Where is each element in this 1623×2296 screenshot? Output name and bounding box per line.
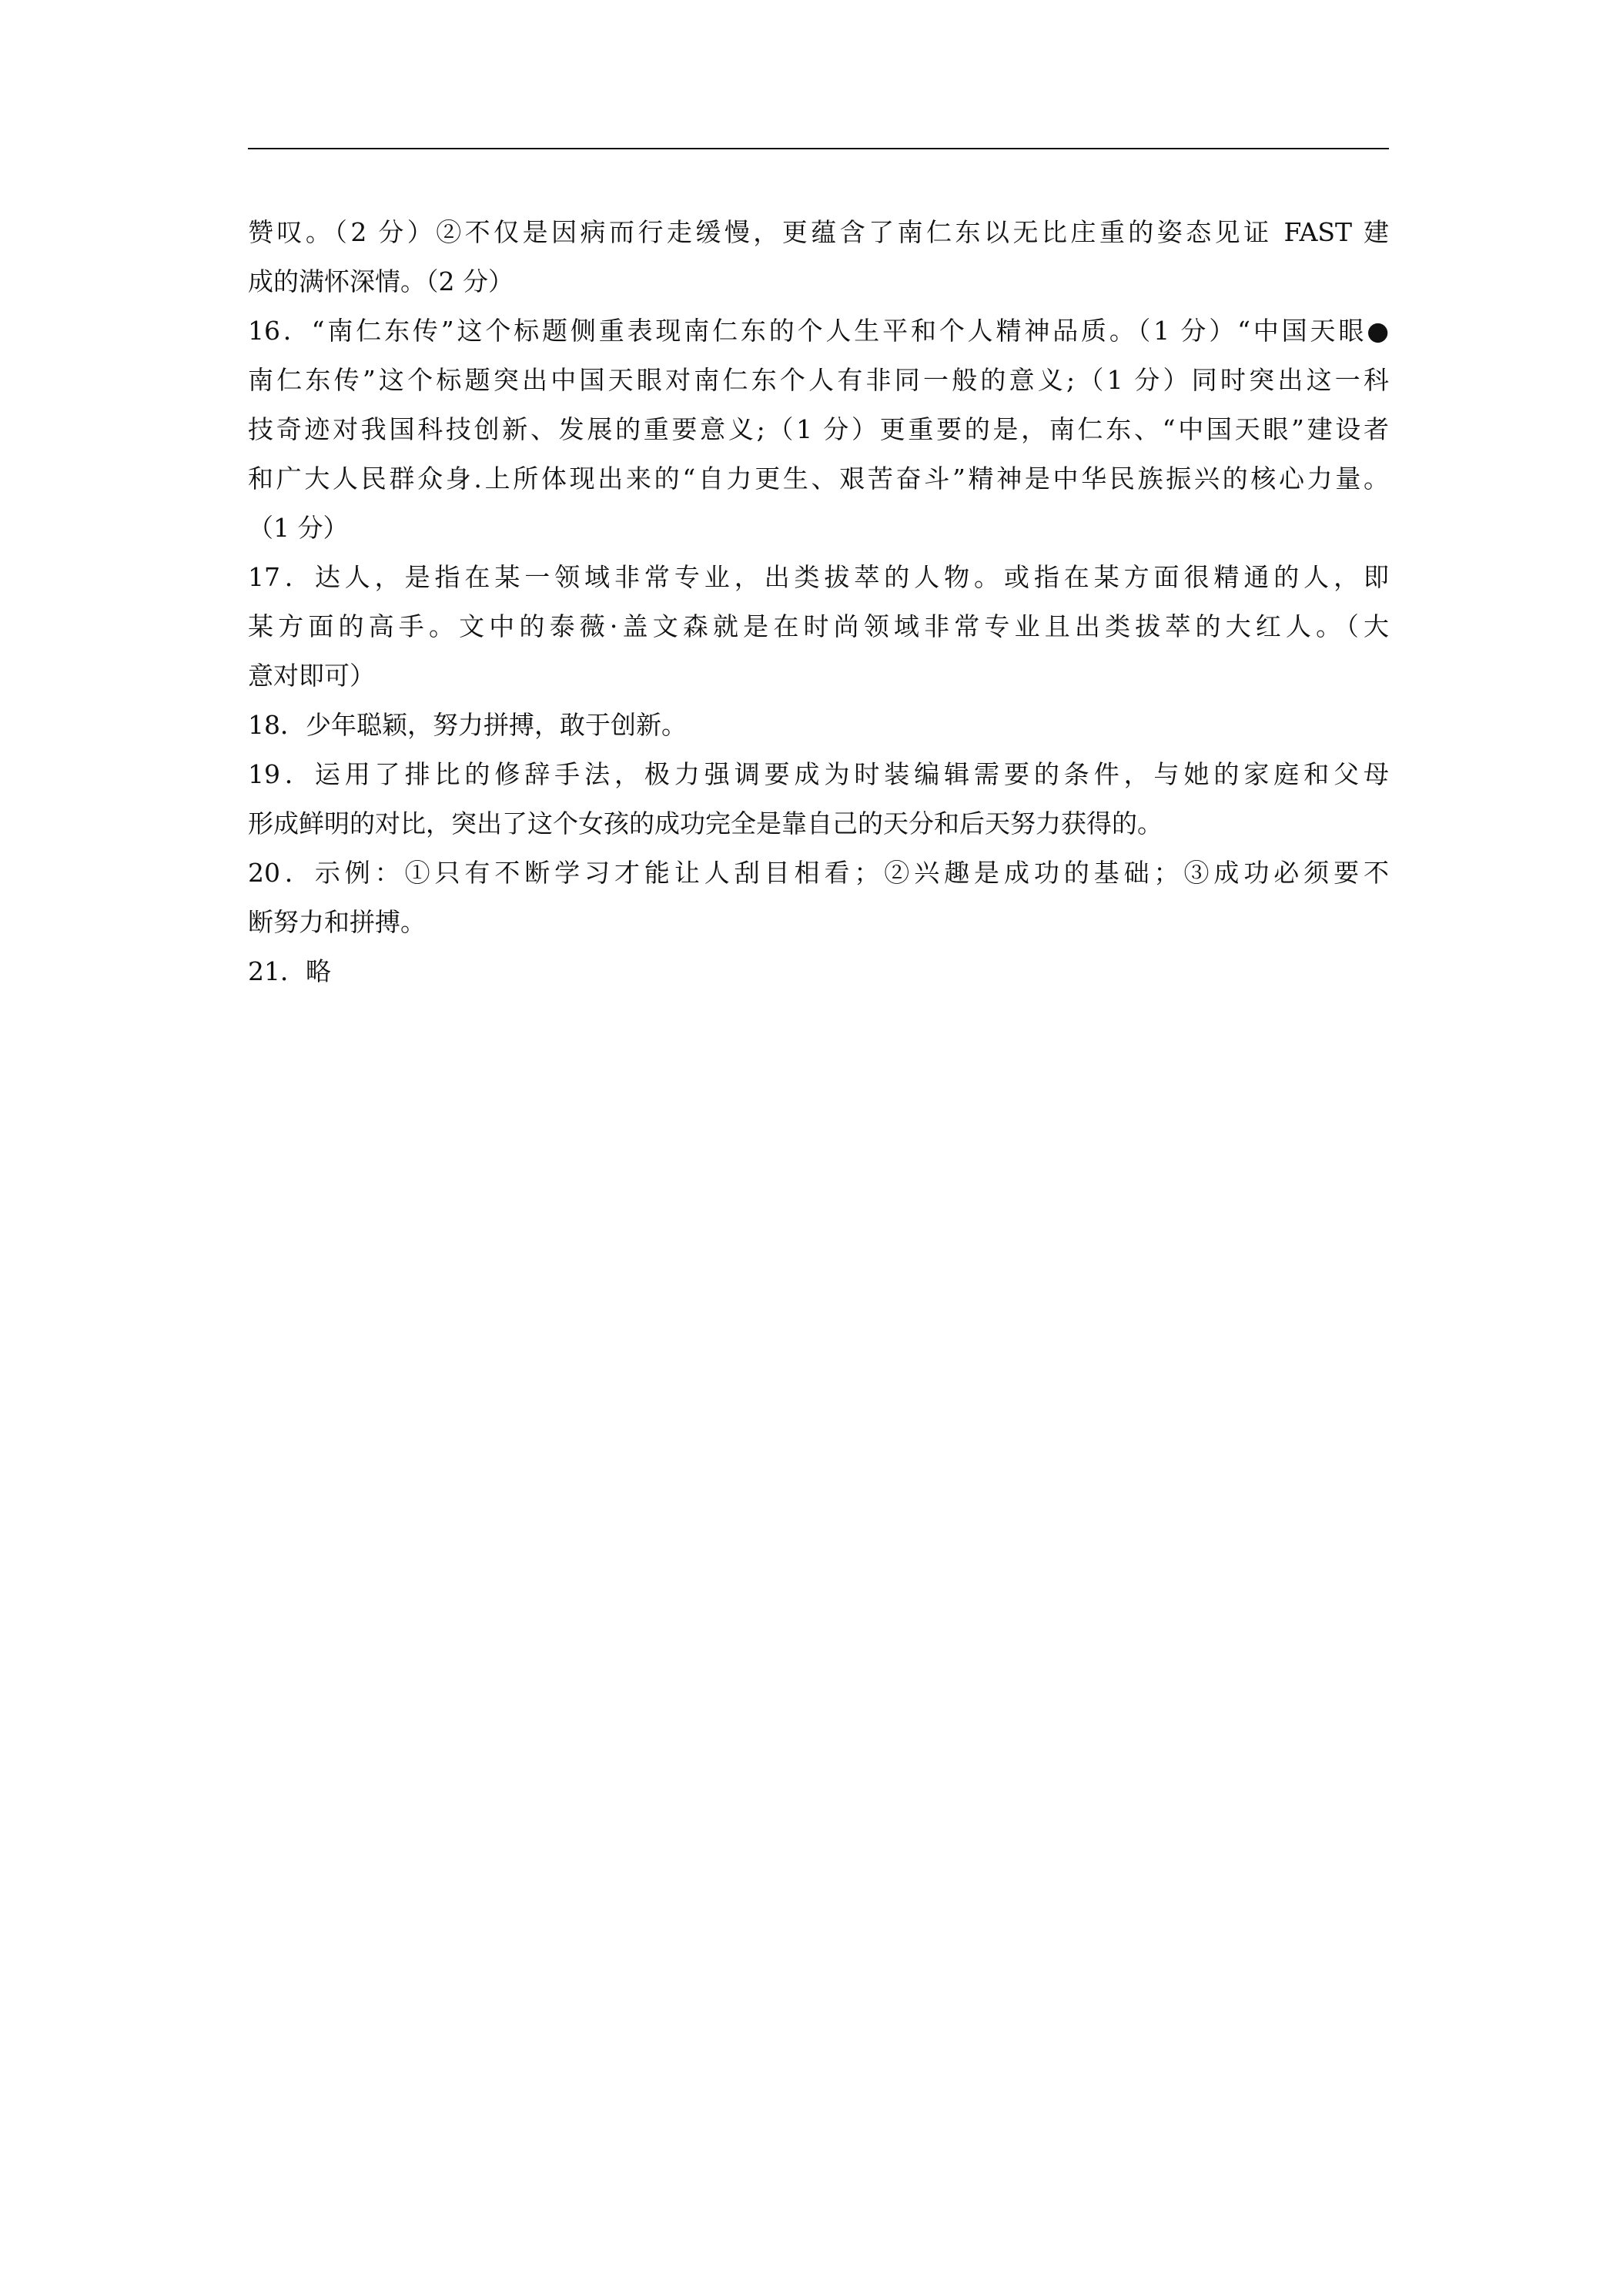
text-line: 和广大人民群众身.上所体现出来的“自力更生、艰苦奋斗”精神是中华民族振兴的核心力量。 <box>248 464 1389 494</box>
text-line: 南仁东传”这个标题突出中国天眼对南仁东个人有非同一般的意义;（1 分）同时突出这一科 <box>248 365 1389 395</box>
text-line: 16．“南仁东传”这个标题侧重表现南仁东的个人生平和个人精神品质。（1 分）“中国天眼● <box>248 316 1389 346</box>
text-line: 21．略 <box>248 956 331 986</box>
answer-text-body <box>248 208 1389 996</box>
text-line: 18．少年聪颖，努力拼搏，敢于创新。 <box>248 710 687 740</box>
text-line: 17．达人，是指在某一领域非常专业，出类拔萃的人物。或指在某方面很精通的人，即 <box>248 562 1389 592</box>
text-line: 19．运用了排比的修辞手法，极力强调要成为时装编辑需要的条件，与她的家庭和父母 <box>248 759 1389 789</box>
text-line: 赞叹。（2 分）②不仅是因病而行走缓慢，更蕴含了南仁东以无比庄重的姿态见证 FAST 建 <box>248 217 1389 247</box>
header-rule <box>248 148 1389 149</box>
text-line: 某方面的高手。文中的泰薇·盖文森就是在时尚领域非常专业且出类拔萃的大红人。（大 <box>248 611 1389 641</box>
text-line: 技奇迹对我国科技创新、发展的重要意义;（1 分）更重要的是，南仁东、“中国天眼”建设者 <box>248 414 1389 444</box>
text-line: 形成鲜明的对比，突出了这个女孩的成功完全是靠自己的天分和后天努力获得的。 <box>248 808 1163 838</box>
text-line: （1 分） <box>248 513 349 543</box>
text-line: 20．示例：①只有不断学习才能让人刮目相看；②兴趣是成功的基础；③成功必须要不 <box>248 858 1389 888</box>
text-line: 断努力和拼搏。 <box>248 907 426 937</box>
text-line: 成的满怀深情。（2 分） <box>248 266 514 296</box>
text-line: 意对即可） <box>248 661 375 691</box>
